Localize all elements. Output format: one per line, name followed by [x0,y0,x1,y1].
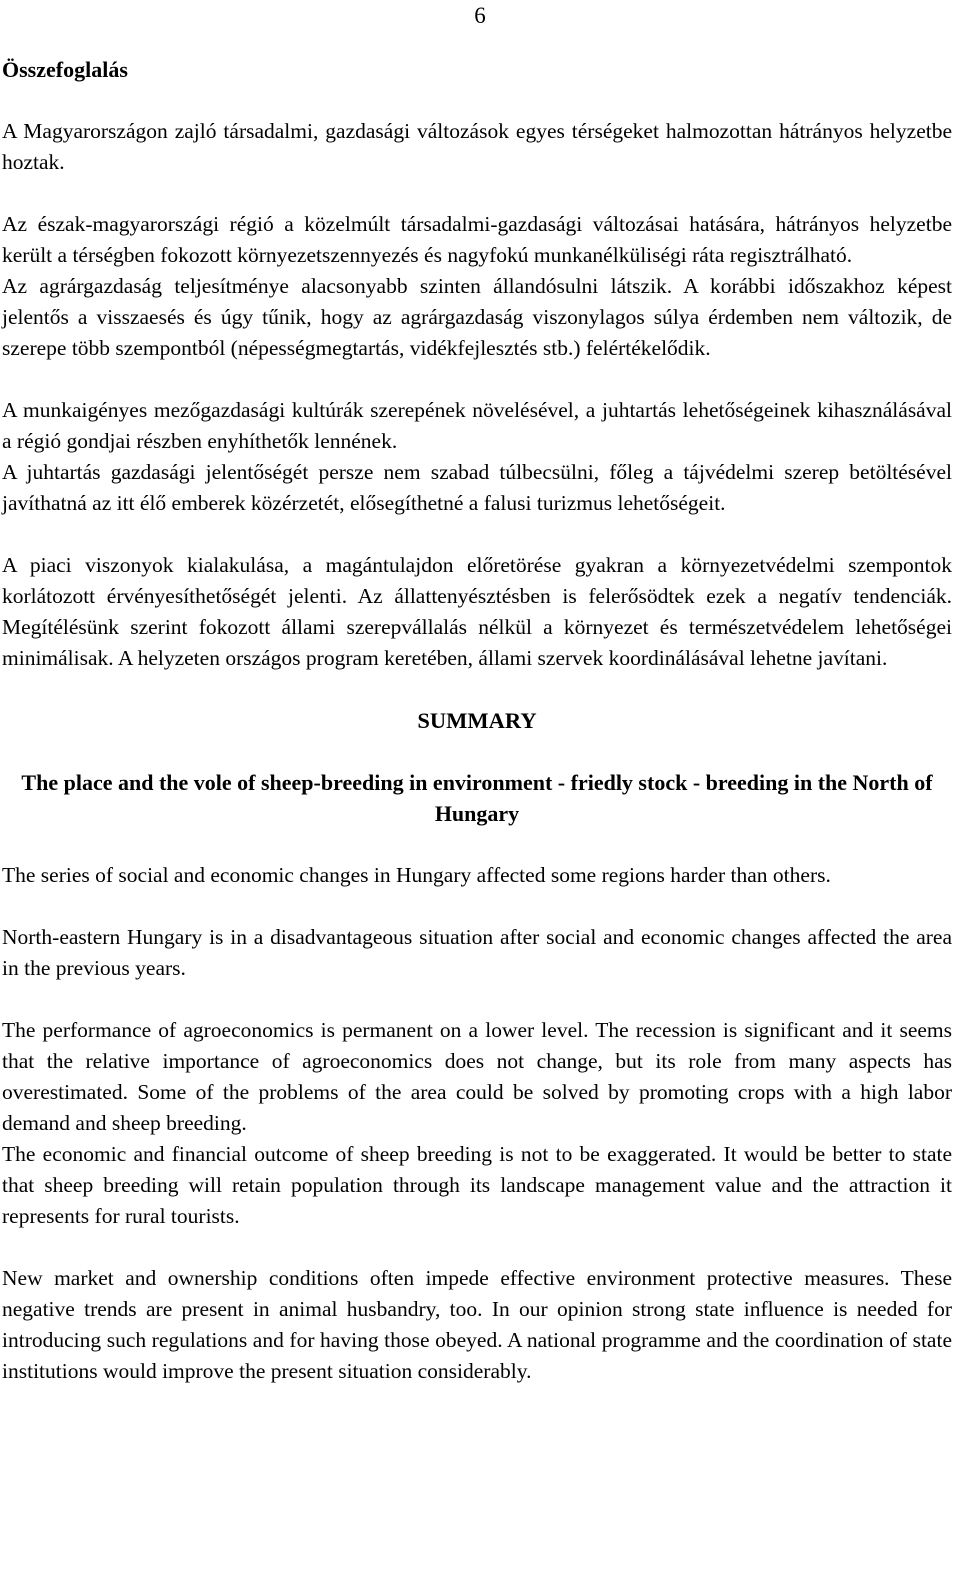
hu-paragraph-4: A munkaigényes mezőgazdasági kultúrák szerepének növelésével, a juhtartás lehetőségeinek kihasználásával a régió gondjai részben enyhíthetők lennének. [2,398,952,453]
hu-paragraph-3: Az agrárgazdaság teljesítménye alacsonyabb szinten állandósulni látszik. A korábbi időszakhoz képest jelentős a visszaesés és úgy tűnik, hogy az agrárgazdaság viszonylagos súlya érdemben nem változik, de szerepe több szempontból (népességmegtartás, vidékfejlesztés stb.) felértékelődik. [2,274,952,360]
hu-paragraph-2: Az észak-magyarországi régió a közelmúlt társadalmi-gazdasági változásai hatására, hátrányos helyzetbe került a térségben fokozott környezetszennyezés és nagyfokú munkanélküliségi ráta regisztrálható. [2,212,952,267]
en-paragraph-1: The series of social and economic changes in Hungary affected some regions harder than others. [2,863,831,887]
hu-paragraph-1: A Magyarországon zajló társadalmi, gazdasági változások egyes térségeket halmozottan hátrányos helyzetbe hoztak. [2,119,952,174]
hu-paragraph-6: A piaci viszonyok kialakulása, a magántulajdon előretörése gyakran a környezetvédelmi szempontok korlátozott érvényesíthetőségét jelenti. Az állattenyésztésben is felerősödtek ezek a negatív tendenciák. Megítélésünk szerint fokozott állami szerepvállalás nélkül a környezet és természetvédelem lehetőségei minimálisak. A helyzeten országos program keretében, állami szervek koordinálásával lehetne javítani. [2,553,952,670]
english-title: The place and the vole of sheep-breeding in environment - friedly stock - breeding in the North of Hungary [21,770,933,826]
en-paragraph-4: The economic and financial outcome of sheep breeding is not to be exaggerated. It would be better to state that sheep breeding will retain population through its landscape management value and the attraction it represents for rural tourists. [2,1142,952,1228]
summary-heading: SUMMARY [417,708,537,733]
page-number: 6 [474,3,486,28]
hungarian-heading: Összefoglalás [2,57,128,82]
document-body [2,54,952,1387]
hu-paragraph-5: A juhtartás gazdasági jelentőségét persze nem szabad túlbecsülni, főleg a tájvédelmi szerep betöltésével javíthatná az itt élő emberek közérzetét, elősegíthetné a falusi turizmus lehetőségeit. [2,460,952,515]
en-paragraph-2: North-eastern Hungary is in a disadvantageous situation after social and economic changes affected the area in the previous years. [2,925,952,980]
en-paragraph-3: The performance of agroeconomics is permanent on a lower level. The recession is significant and it seems that the relative importance of agroeconomics does not change, but its role from many aspects has overestimated. Some of the problems of the area could be solved by promoting crops with a high labor demand and sheep breeding. [2,1018,952,1135]
en-paragraph-5: New market and ownership conditions often impede effective environment protective measures. These negative trends are present in animal husbandry, too. In our opinion strong state influence is needed for introducing such regulations and for having those obeyed. A national programme and the coordination of state institutions would improve the present situation considerably. [2,1266,952,1383]
